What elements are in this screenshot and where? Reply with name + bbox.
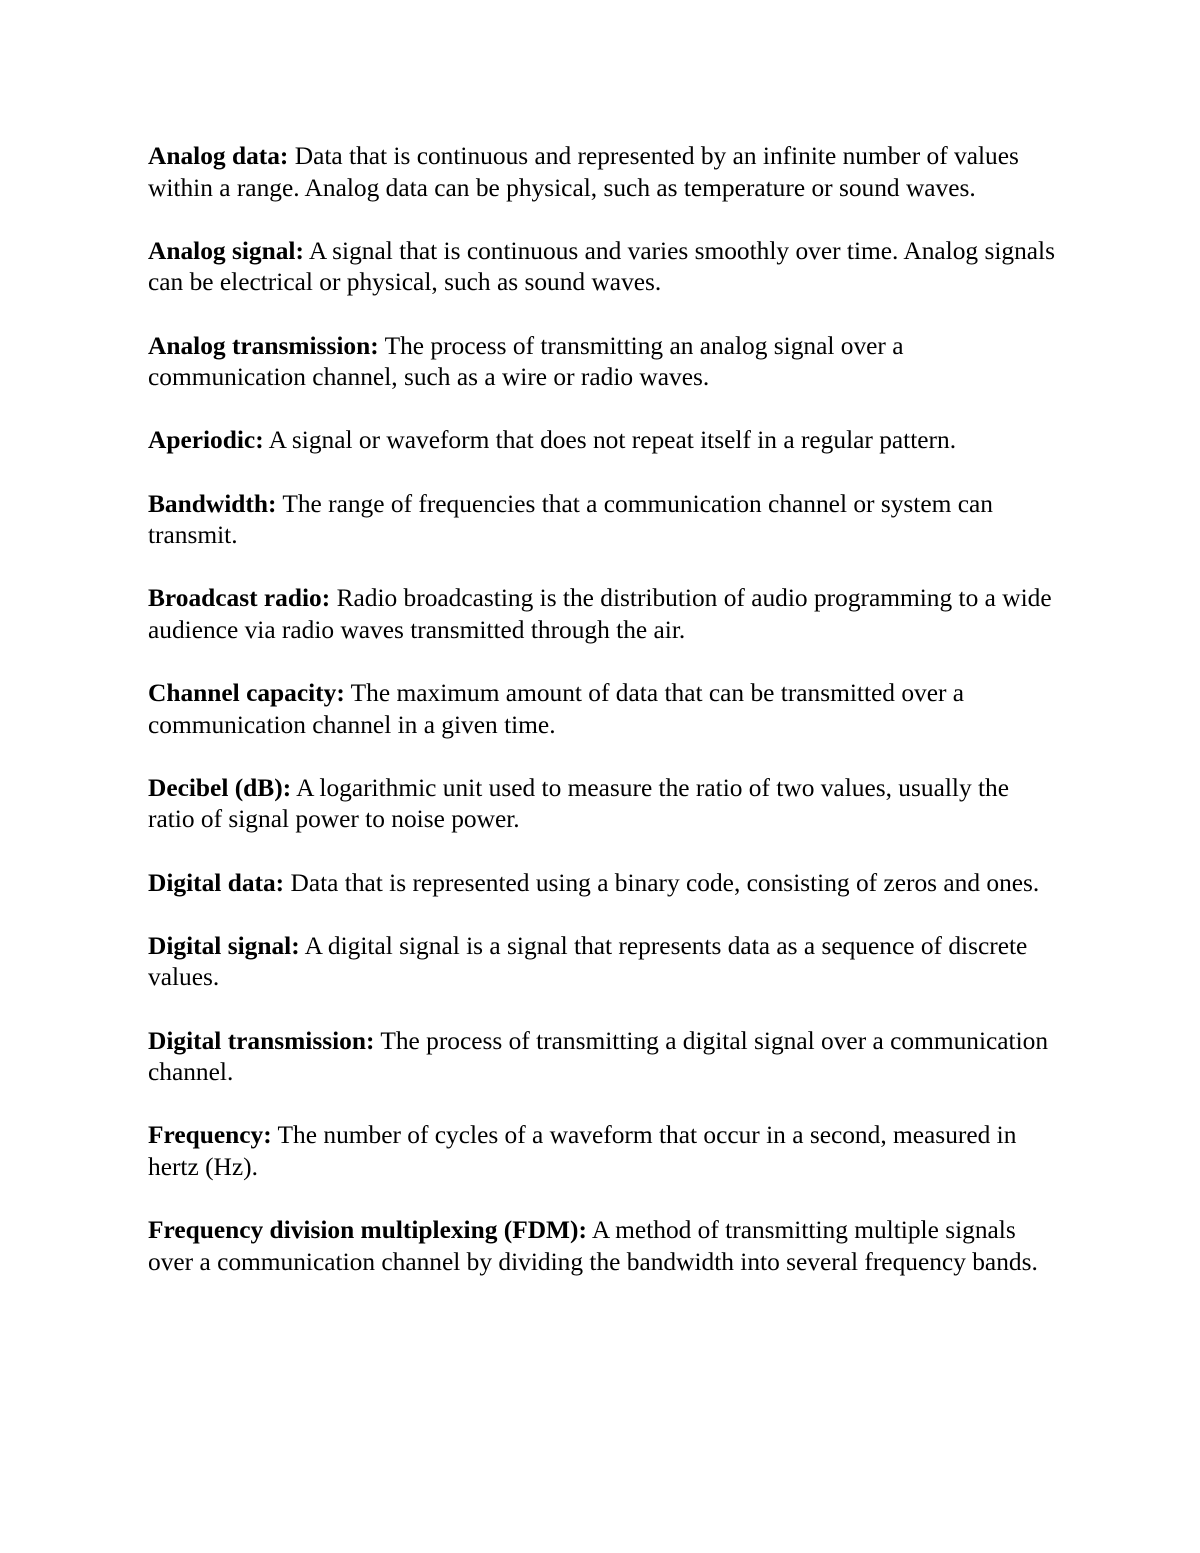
term: Frequency:: [148, 1121, 272, 1150]
glossary-entry-fdm: [148, 1215, 1058, 1278]
glossary-entry-broadcast-radio: [148, 583, 1058, 646]
definition: The range of frequencies that a communication channel or system can transmit.: [148, 489, 993, 550]
term: Aperiodic:: [148, 426, 264, 455]
term: Digital transmission:: [148, 1026, 375, 1055]
definition: A logarithmic unit used to measure the ratio of two values, usually the ratio of signal power to noise power.: [148, 773, 1010, 834]
definition: A signal that is continuous and varies smoothly over time. Analog signals can be electrical or physical, such as sound waves.: [148, 236, 1055, 297]
definition: Radio broadcasting is the distribution of audio programming to a wide audience via radio waves transmitted through the air.: [148, 584, 1052, 644]
glossary-entry-channel-capacity: [148, 678, 1058, 741]
term: Bandwidth:: [148, 489, 277, 518]
glossary-entry-decibel: [148, 773, 1058, 836]
definition: Data that is represented using a binary code, consisting of zeros and ones.: [290, 868, 1040, 897]
definition: The process of transmitting a digital signal over a communication channel.: [148, 1026, 1049, 1087]
glossary-entry-digital-data: [148, 868, 1058, 900]
glossary-entry-frequency: [148, 1120, 1058, 1183]
term: Decibel (dB):: [148, 773, 292, 802]
glossary-entry-aperiodic: [148, 425, 1058, 457]
term: Broadcast radio:: [148, 584, 331, 613]
glossary-entry-bandwidth: [148, 489, 1058, 552]
glossary-entry-digital-transmission: [148, 1026, 1058, 1089]
definition: A digital signal is a signal that represents data as a sequence of discrete values.: [148, 931, 1028, 992]
glossary: [148, 141, 1058, 1310]
definition: A method of transmitting multiple signals over a communication channel by dividing the bandwidth into several frequency bands.: [148, 1216, 1038, 1276]
glossary-entry-analog-signal: [148, 236, 1058, 299]
glossary-entry-analog-transmission: [148, 331, 1058, 394]
definition: The process of transmitting an analog signal over a communication channel, such as a wire or radio waves.: [148, 331, 904, 392]
term: Digital signal:: [148, 931, 300, 960]
definition: Data that is continuous and represented by an infinite number of values within a range. Analog data can be physical, such as temperature or sound waves.: [148, 142, 1019, 202]
glossary-entry-analog-data: [148, 141, 1058, 204]
term: Frequency division multiplexing (FDM):: [148, 1216, 587, 1245]
term: Analog data:: [148, 142, 289, 170]
definition: The maximum amount of data that can be transmitted over a communication channel in a given time.: [148, 679, 965, 739]
term: Channel capacity:: [148, 679, 345, 708]
glossary-entry-digital-signal: [148, 931, 1058, 994]
term: Digital data:: [148, 868, 285, 897]
definition: A signal or waveform that does not repeat itself in a regular pattern.: [268, 426, 957, 455]
definition: The number of cycles of a waveform that occur in a second, measured in hertz (Hz).: [148, 1121, 1017, 1181]
term: Analog signal:: [148, 236, 304, 265]
term: Analog transmission:: [148, 331, 379, 360]
